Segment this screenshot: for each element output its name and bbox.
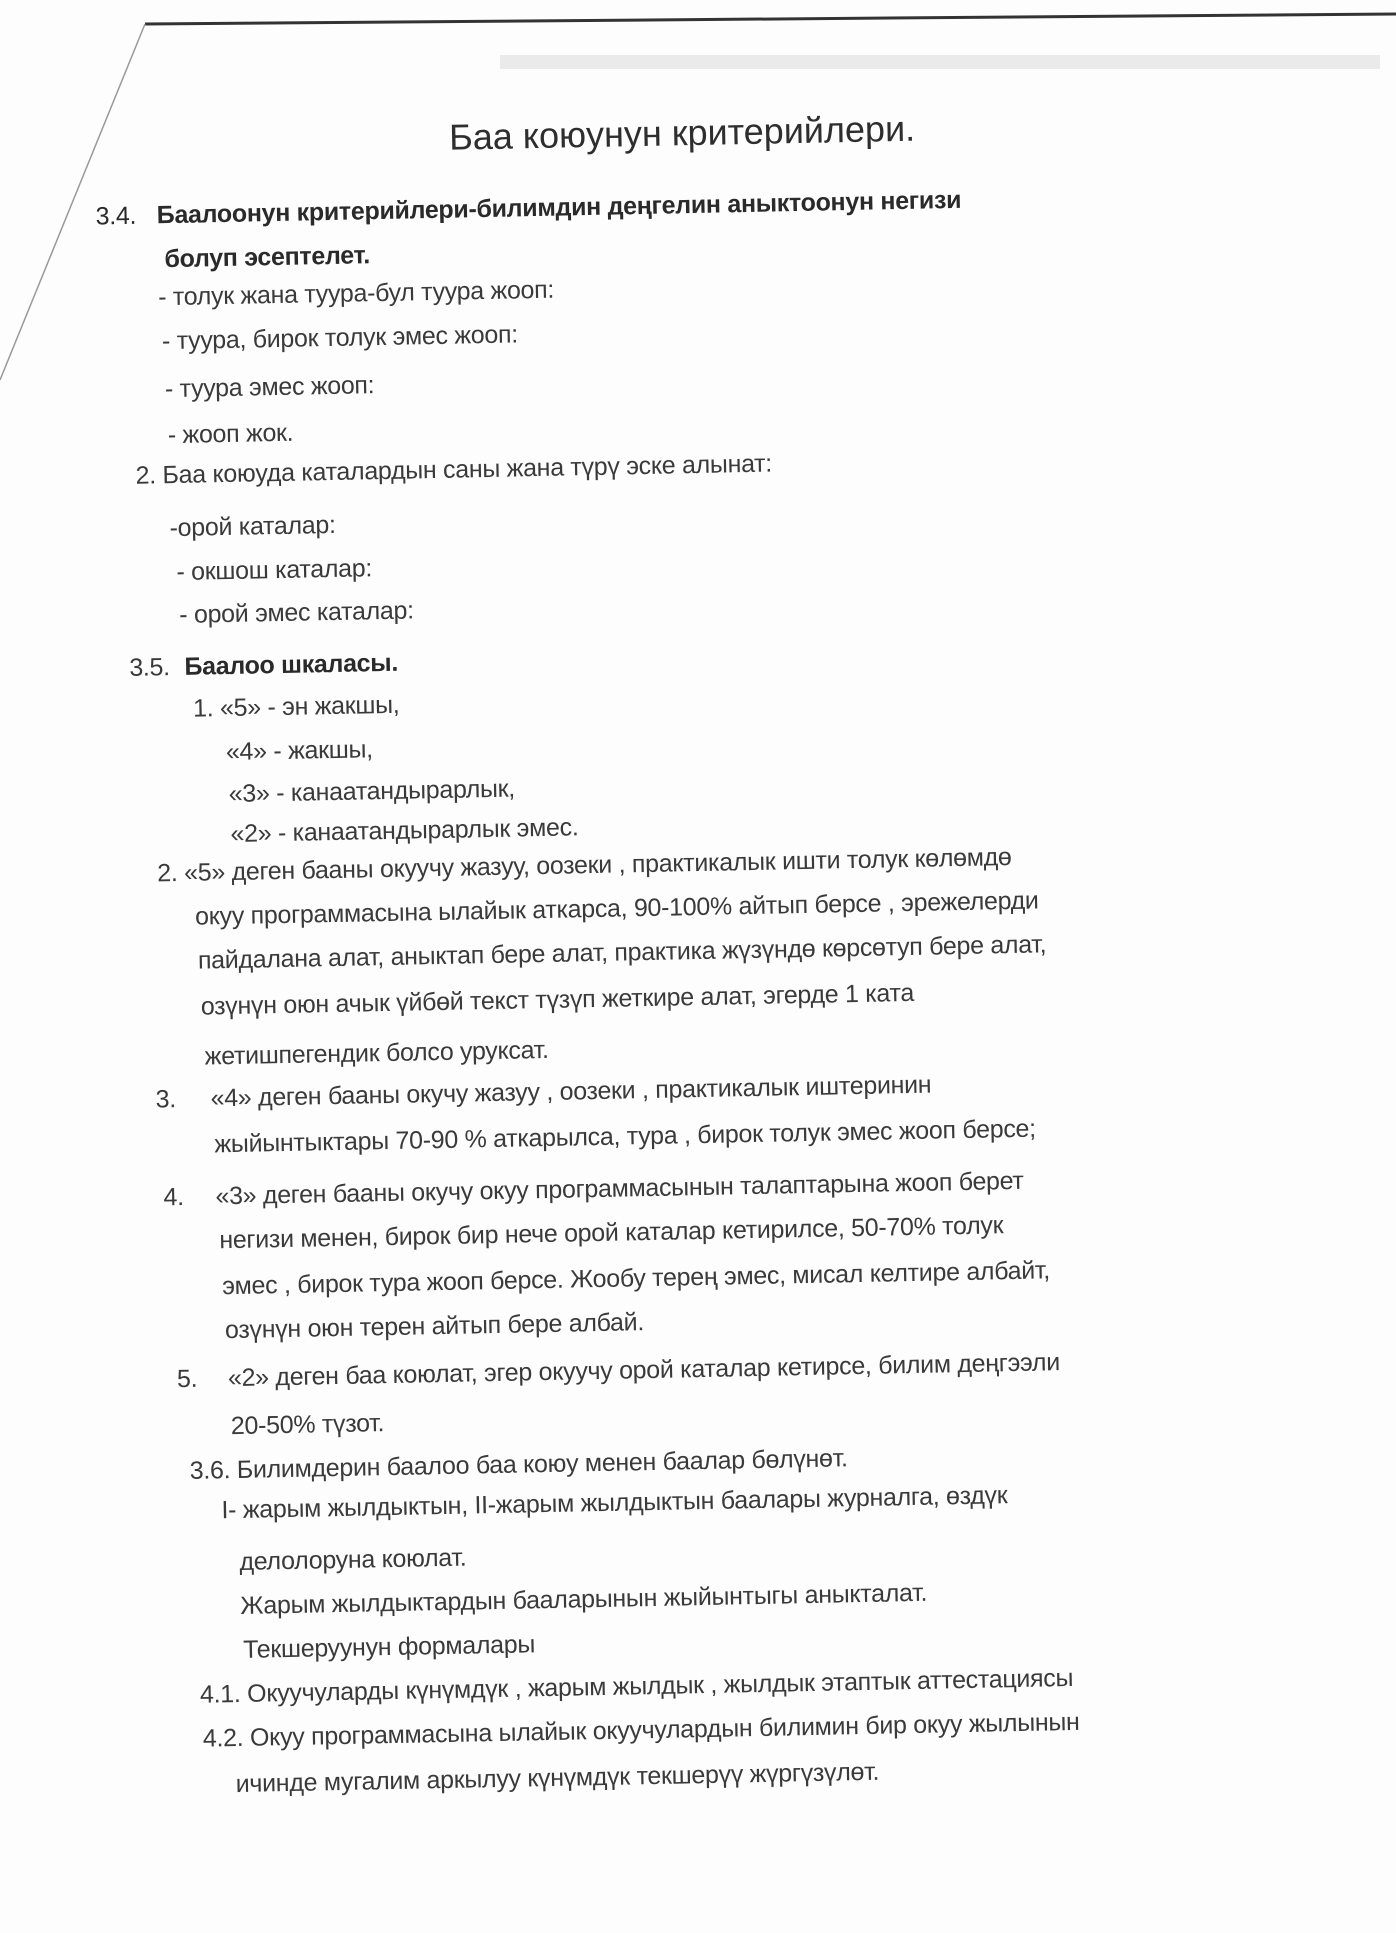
paragraph-4-line: «3» деген бааны окучу окуу программасынын талаптарына жооп берет (215, 1166, 1024, 1211)
section-number: 3.5. (129, 653, 171, 682)
section-number: 3.4. (95, 201, 137, 231)
error-item: - окшош каталар: (176, 554, 373, 586)
paragraph-5-number: 5. (176, 1364, 198, 1394)
error-item: -орой каталар: (169, 510, 336, 543)
section-4-line: 4.1. Окуучуларды күнүмдүк , жарым жылдык , жылдык этаптык аттестациясы (199, 1663, 1074, 1709)
answer-item: - жооп жок. (167, 418, 294, 450)
paragraph-5-line: «2» деген баа коюлат, эгер окуучу орой каталар кетирсе, билим деңгээли (227, 1348, 1061, 1393)
scale-item: 1. «5» - эн жакшы, (192, 690, 400, 723)
answer-item: - туура эмес жооп: (164, 371, 375, 404)
paragraph-2-line: окуу программасына ылайык аткарса, 90-100% айтып берсе , эрежелерди (194, 886, 1039, 931)
scale-item: «3» - канаатандырарлык, (228, 774, 516, 809)
paragraph-3-line: «4» деген бааны окучу жазуу , оозеки , практикалык иштеринин (210, 1070, 932, 1113)
paragraph-3-line: жыйынтыктары 70-90 % аткарылса, тура , бирок толук эмес жооп берсе; (214, 1114, 1037, 1159)
error-item: - орой эмес каталар: (179, 596, 414, 629)
section-3-6-line: Текшеруунун формалары (242, 1630, 536, 1664)
errors-heading: 2. Баа коюуда каталардын саны жана түрү эске алынат: (135, 449, 773, 490)
section-4-line: 4.2. Окуу программасына ылайык окуучулардын билимин бир окуу жылынын (202, 1707, 1080, 1753)
section-3-6-line: I- жарым жылдыктын, II-жарым жылдыктын баалары журналга, өздүк (221, 1481, 1008, 1525)
section-3-6-line: делолоруна коюлат. (239, 1543, 467, 1576)
paragraph-4-line: эмес , бирок тура жооп берсе. Жообу терең эмес, мисал келтире албайт, (221, 1256, 1051, 1301)
paragraph-3-number: 3. (155, 1085, 177, 1114)
paragraph-2-line: озүнүн оюн ачык үйбөй текст түзүп жеткире алат, эгерде 1 ката (200, 978, 915, 1021)
paragraph-4-line: озүнүн оюн терен айтып бере албай. (224, 1308, 645, 1345)
section-4-line: ичинде мугалим аркылуу күнүмдүк текшерүү жүргүзүлөт. (235, 1757, 880, 1799)
paragraph-2-line: пайдалана алат, аныктап бере алат, практика жүзүндө көрсөтуп бере алат, (197, 930, 1047, 975)
scale-item: «4» - жакшы, (225, 735, 374, 767)
paragraph-4-number: 4. (163, 1182, 184, 1212)
answer-item: - туура, бирок толук эмес жооп: (161, 320, 519, 356)
paragraph-5-line: 20-50% түзот. (230, 1409, 385, 1441)
paragraph-2-line: 2. «5» деген бааны окуучу жазуу, оозеки , практикалык ишти толук көлөмдө (156, 843, 1012, 888)
scale-item: «2» - канаатандырарлык эмес. (230, 813, 579, 848)
section-3-6-line: 3.6. Билимдерин баалоо баа коюу менен баалар бөлүнөт. (189, 1444, 848, 1485)
section-3-6-line: Жарым жылдыктардын бааларынын жыйынтыгы аныкталат. (240, 1578, 928, 1620)
document-title: Баа коюунун критерийлери. (448, 107, 916, 158)
section-3-4-line2: болуп эсептелет. (164, 241, 371, 274)
section-3-5-label: Баалоо шкаласы. (184, 648, 399, 681)
section-3-4-line1: Баалоонун критерийлери-билимдин деңгелин аныктоонун негизи (156, 185, 962, 230)
paragraph-4-line: негизи менен, бирок бир нече орой каталар кетирилсе, 50-70% толук (219, 1211, 1004, 1255)
answer-item: - толук жана туура-бул туура жооп: (157, 275, 555, 312)
section-3-4 (95, 185, 961, 232)
section-3-5 (129, 648, 398, 683)
paragraph-2-line: жетишпегендик болсо уруксат. (204, 1035, 549, 1071)
